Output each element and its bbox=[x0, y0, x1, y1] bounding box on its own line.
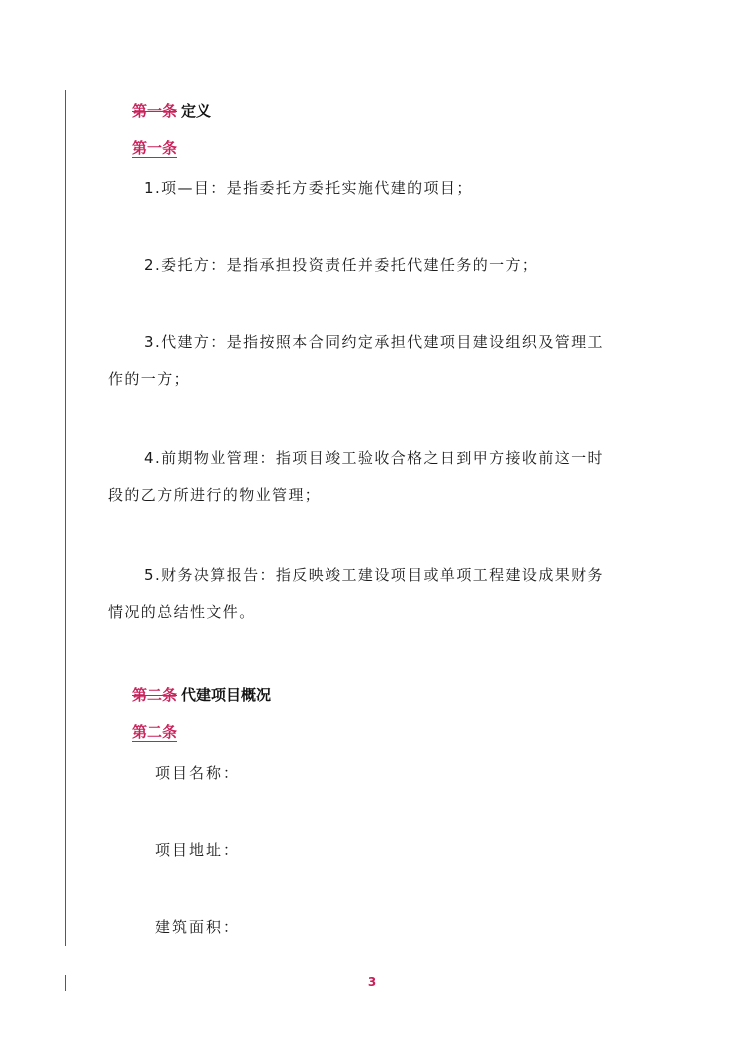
definition-3-line-1: 3.代建方：是指按照本合同约定承担代建项目建设组织及管理工 bbox=[144, 333, 604, 351]
article-2-inserted-label: 第二条 bbox=[132, 723, 178, 741]
definition-1-text: 1.项—目：是指委托方委托实施代建的项目； bbox=[144, 179, 473, 197]
article-1-inserted-label: 第一条 bbox=[132, 139, 178, 157]
definition-3-line-2: 作的一方； bbox=[108, 370, 191, 388]
definition-5-line-2: 情况的总结性文件。 bbox=[108, 603, 256, 621]
article-2-title: 代建项目概况 bbox=[181, 686, 272, 704]
definition-4-line-1: 4.前期物业管理：指项目竣工验收合格之日到甲方接收前这一时 bbox=[144, 449, 604, 467]
definition-2-text: 2.委托方：是指承担投资责任并委托代建任务的一方； bbox=[144, 256, 539, 274]
definition-4 bbox=[108, 440, 638, 514]
field-building-area: 建筑面积： bbox=[155, 918, 241, 936]
definition-5 bbox=[108, 557, 638, 631]
article-2-number: 第二条 bbox=[132, 686, 178, 704]
definition-4-line-2: 段的乙方所进行的物业管理； bbox=[108, 486, 322, 504]
article-2-heading bbox=[132, 684, 271, 705]
definition-3 bbox=[108, 324, 638, 398]
field-project-address: 项目地址： bbox=[155, 841, 241, 859]
page-number: 3 bbox=[367, 975, 377, 989]
definition-1 bbox=[108, 170, 638, 207]
field-project-name: 项目名称： bbox=[155, 764, 241, 782]
definition-2 bbox=[108, 247, 638, 284]
revision-margin-bar bbox=[65, 90, 66, 946]
article-1-title: 定义 bbox=[181, 102, 212, 120]
article-1-heading bbox=[132, 100, 211, 121]
article-1-number: 第一条 bbox=[132, 102, 178, 120]
definition-5-line-1: 5.财务决算报告：指反映竣工建设项目或单项工程建设成果财务 bbox=[144, 566, 604, 584]
